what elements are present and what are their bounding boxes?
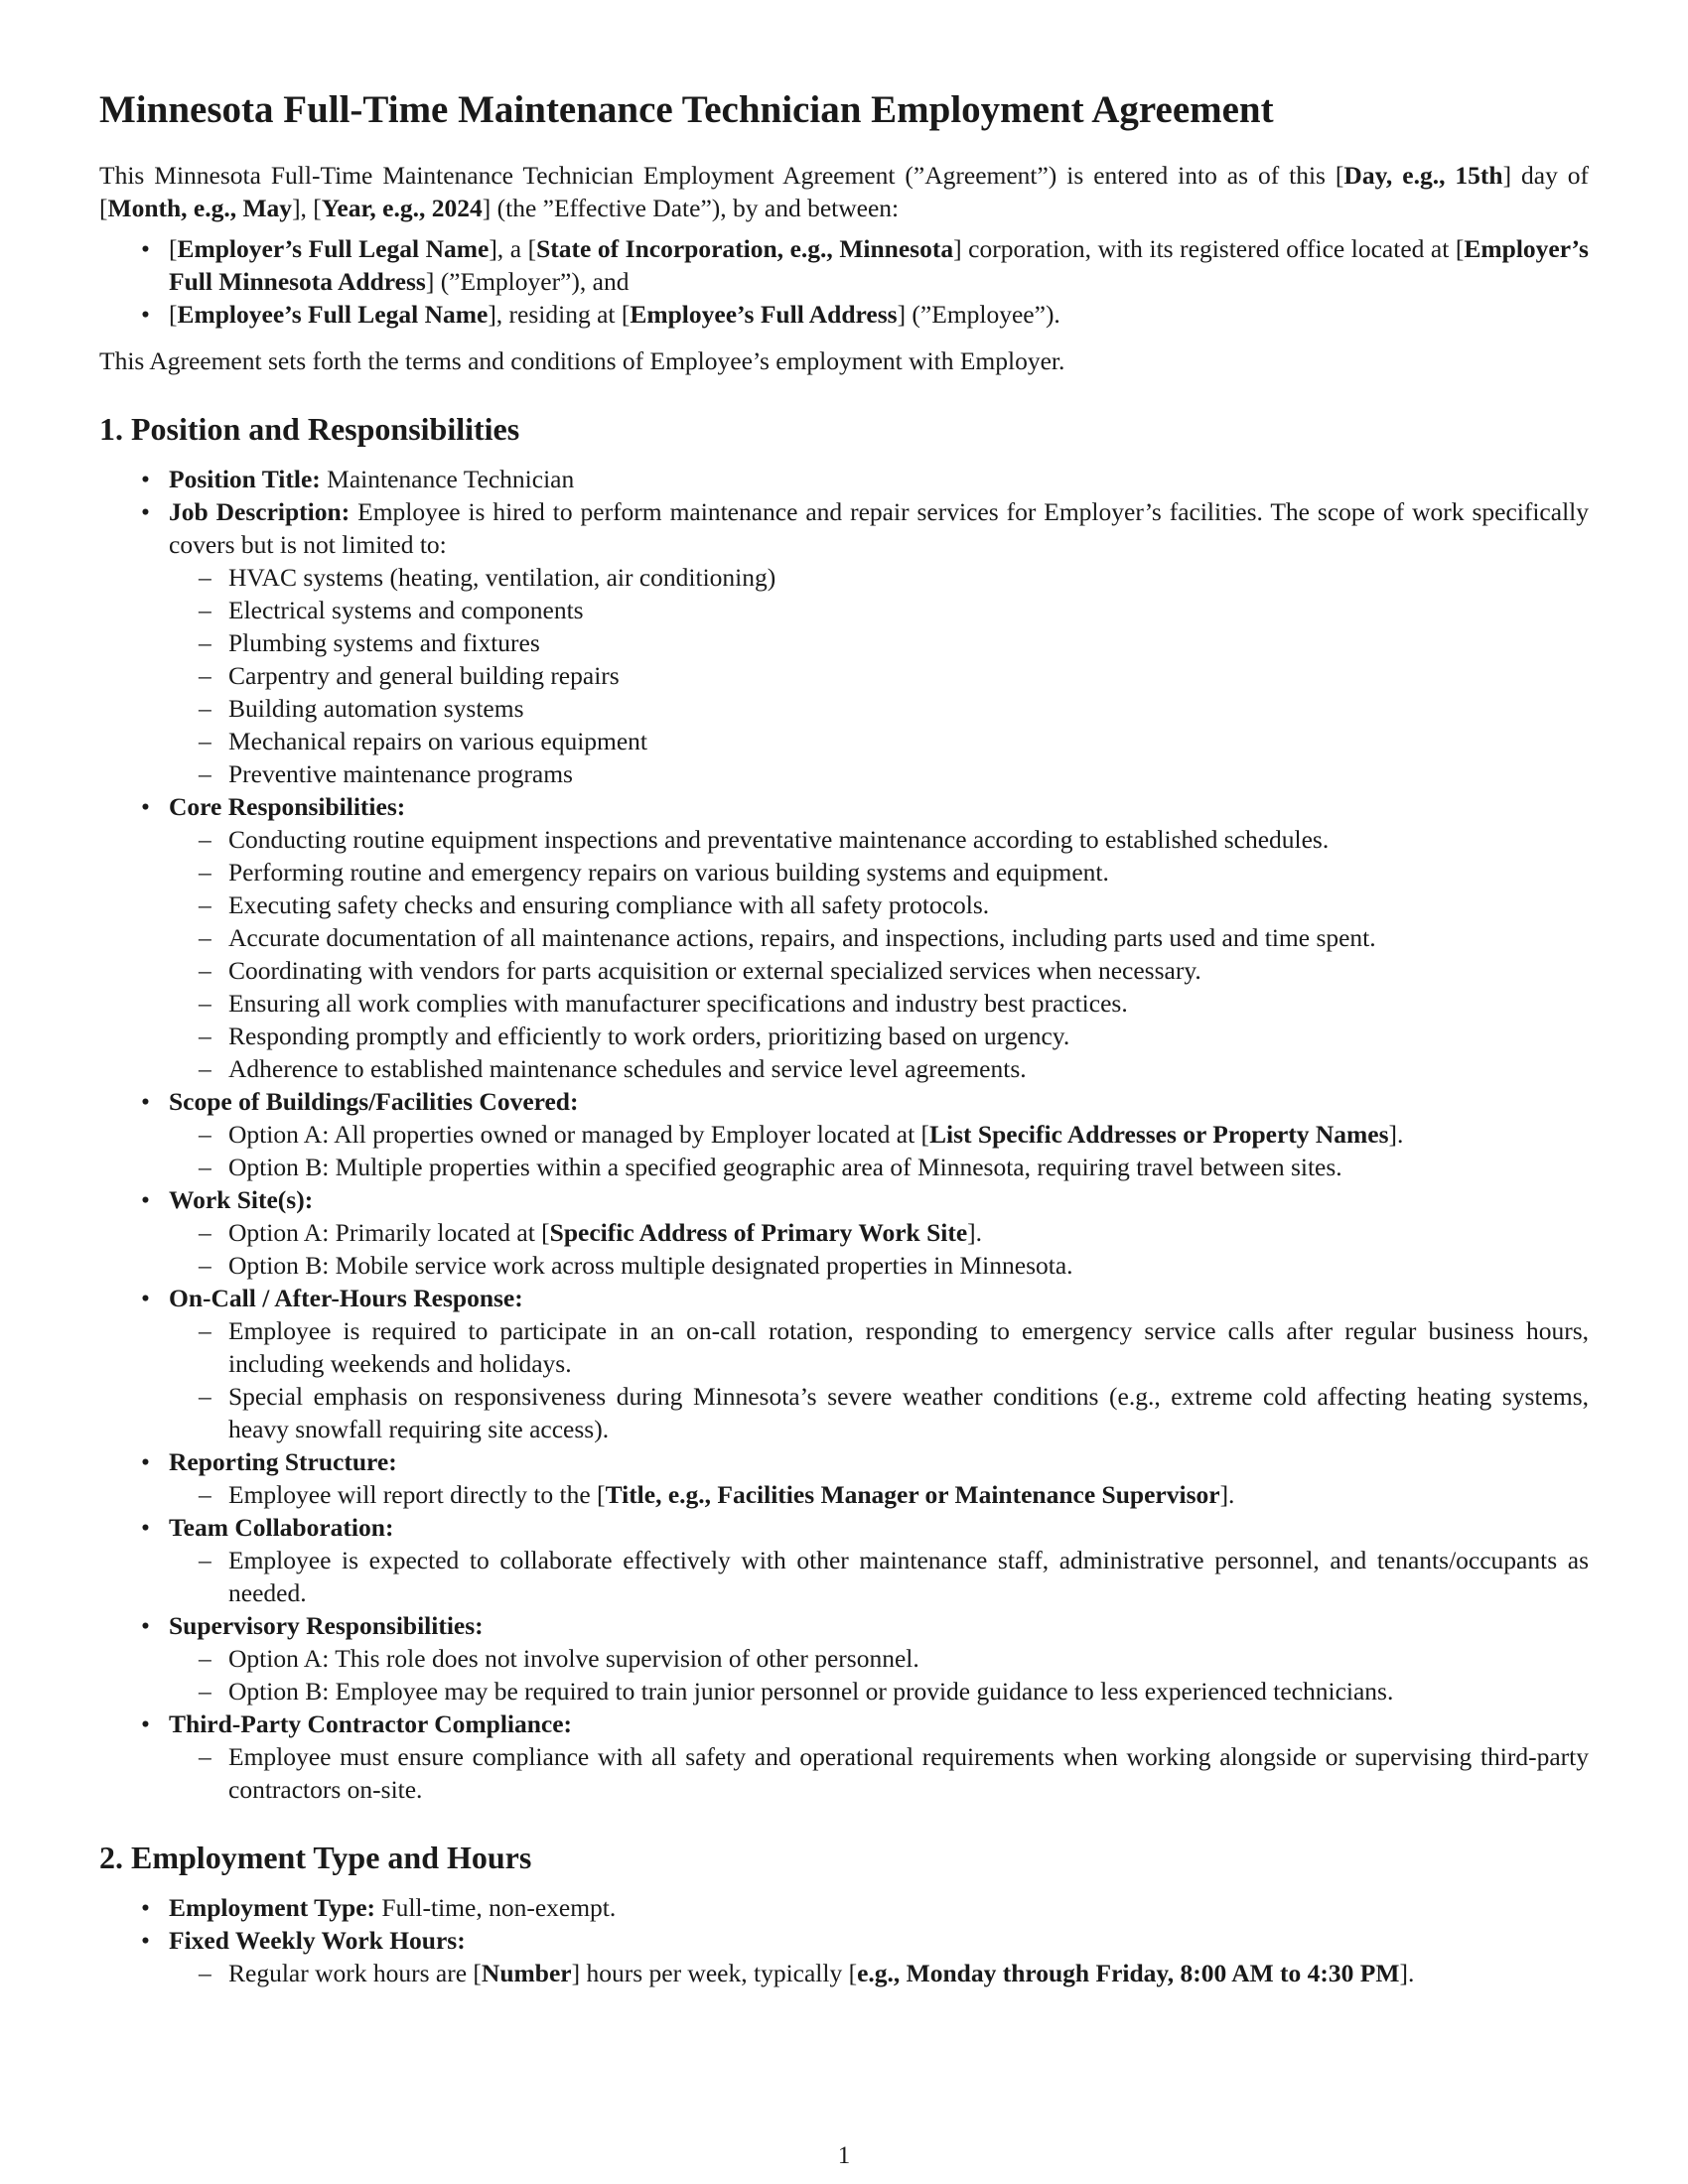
item-value: Full-time, non-exempt. [375,1893,617,1922]
option-text: ]. [967,1218,983,1247]
year-placeholder: Year, e.g., 2024 [321,194,483,222]
reporting-sublist [169,1478,1589,1511]
document-page [99,87,1589,2003]
employee-address-placeholder: Employee’s Full Address [630,300,898,329]
list-item [169,1216,1589,1249]
item-label: Employment Type: [169,1893,376,1922]
team-sublist [169,1544,1589,1609]
work-site-placeholder: Specific Address of Primary Work Site [549,1218,968,1247]
item-label: Team Collaboration: [169,1513,394,1542]
item-label: Supervisory Responsibilities: [169,1611,484,1640]
job-description-sublist [169,561,1589,790]
intro-text: This Minnesota Full-Time Maintenance Technician Employment Agreement (”Agreement”) is entered into as of this [ [99,161,1344,190]
item-label: On-Call / After-Hours Response: [169,1284,523,1312]
list-item: – Adherence to established maintenance schedules and service level agreements. [169,1052,1589,1085]
core-responsibilities-sublist [169,823,1589,1085]
list-item: – Carpentry and general building repairs [169,659,1589,692]
list-item: – Electrical systems and components [169,594,1589,626]
party-text: ], residing at [ [488,300,631,329]
scope-sublist [169,1118,1589,1183]
section-1-list [99,463,1589,1806]
list-item: – Building automation systems [169,692,1589,725]
list-item: – Employee is expected to collaborate effectively with other maintenance staff, administrative personnel, and tenants/occupants as needed. [169,1544,1589,1609]
intro-paragraph [99,159,1589,224]
list-item: – Ensuring all work complies with manufacturer specifications and industry best practices. [169,987,1589,1020]
addresses-placeholder: List Specific Addresses or Property Names [929,1120,1389,1149]
document-title: Minnesota Full-Time Maintenance Technician Employment Agreement [99,88,1274,131]
party-text: ] corporation, with its registered office located at [ [953,234,1465,263]
item-label: Work Site(s): [169,1185,314,1214]
scope-item [99,1085,1589,1183]
parties-list [99,232,1589,331]
section-1-heading: 1. Position and Responsibilities [99,411,520,447]
list-item: – Conducting routine equipment inspections and preventative maintenance according to established schedules. [169,823,1589,856]
third-party-item [99,1707,1589,1806]
team-collaboration-item [99,1511,1589,1609]
item-value: Employee is hired to perform maintenance and repair services for Employer’s facilities. The scope of work specifically covers but is not limited to: [169,497,1589,559]
item-label: Scope of Buildings/Facilities Covered: [169,1087,579,1116]
page-number: 1 [837,2142,851,2169]
terms-statement: This Agreement sets forth the terms and conditions of Employee’s employment with Employer. [99,346,1065,375]
item-label: Reporting Structure: [169,1447,397,1476]
item-label: Third-Party Contractor Compliance: [169,1709,573,1738]
weekly-hours-item [99,1924,1589,1989]
section-2-list [99,1891,1589,1989]
list-item: – Performing routine and emergency repairs on various building systems and equipment. [169,856,1589,888]
employee-name-placeholder: Employee’s Full Legal Name [177,300,489,329]
core-responsibilities-item [99,790,1589,1085]
party-employer [99,232,1589,298]
list-item: – Option B: Multiple properties within a specified geographic area of Minnesota, requiring travel between sites. [169,1151,1589,1183]
hours-number-placeholder: Number [481,1959,572,1987]
intro-text: ], [ [292,194,322,222]
position-title-item [99,463,1589,495]
item-label: Job Description: [169,497,351,526]
intro-text: ] (the ”Effective Date”), by and between: [482,194,900,222]
supervisory-sublist [169,1642,1589,1707]
party-text: ], a [ [489,234,537,263]
option-text: Option A: Primarily located at [ [228,1218,550,1247]
intro-text: ] day of [ [99,161,1589,222]
job-description-item [99,495,1589,790]
on-call-sublist [169,1314,1589,1445]
option-text: Regular work hours are [ [228,1959,482,1987]
day-placeholder: Day, e.g., 15th [1343,161,1503,190]
party-text: [ [169,234,178,263]
list-item: – Plumbing systems and fixtures [169,626,1589,659]
item-label: Fixed Weekly Work Hours: [169,1926,466,1955]
party-employee [99,298,1589,331]
option-text: Option A: All properties owned or managed by Employer located at [ [228,1120,930,1149]
option-text: ]. [1219,1480,1235,1509]
list-item: – Option A: This role does not involve supervision of other personnel. [169,1642,1589,1675]
list-item [169,1118,1589,1151]
option-text: ]. [1388,1120,1404,1149]
list-item [169,1478,1589,1511]
work-sites-sublist [169,1216,1589,1282]
option-text: ]. [1399,1959,1415,1987]
party-text: [ [169,300,178,329]
schedule-placeholder: e.g., Monday through Friday, 8:00 AM to 4:30 PM [857,1959,1400,1987]
state-placeholder: State of Incorporation, e.g., Minnesota [536,234,954,263]
month-placeholder: Month, e.g., May [107,194,293,222]
hours-sublist [169,1957,1589,1989]
item-label: Position Title: [169,465,321,493]
list-item: – Employee must ensure compliance with all safety and operational requirements when working alongside or supervising third-party contractors on-site. [169,1740,1589,1806]
list-item: – Option B: Employee may be required to train junior personnel or provide guidance to less experienced technicians. [169,1675,1589,1707]
list-item: – Executing safety checks and ensuring compliance with all safety protocols. [169,888,1589,921]
section-2-heading: 2. Employment Type and Hours [99,1840,532,1875]
list-item: – Option B: Mobile service work across multiple designated properties in Minnesota. [169,1249,1589,1282]
list-item: – Coordinating with vendors for parts acquisition or external specialized services when necessary. [169,954,1589,987]
work-sites-item [99,1183,1589,1282]
employer-name-placeholder: Employer’s Full Legal Name [177,234,490,263]
employer-address-placeholder: Employer’s Full Minnesota Address [169,234,1589,296]
employment-type-item [99,1891,1589,1924]
third-party-sublist [169,1740,1589,1806]
list-item: – Preventive maintenance programs [169,757,1589,790]
list-item: – Accurate documentation of all maintenance actions, repairs, and inspections, including parts used and time spent. [169,921,1589,954]
option-text: ] hours per week, typically [ [571,1959,858,1987]
list-item: – Responding promptly and efficiently to work orders, prioritizing based on urgency. [169,1020,1589,1052]
item-label: Core Responsibilities: [169,792,406,821]
list-item: – HVAC systems (heating, ventilation, air conditioning) [169,561,1589,594]
list-item: – Special emphasis on responsiveness during Minnesota’s severe weather conditions (e.g., extreme cold affecting heating systems, heavy snowfall requiring site access). [169,1380,1589,1445]
list-item: – Mechanical repairs on various equipment [169,725,1589,757]
party-text: ] (”Employer”), and [425,267,630,296]
supervisor-title-placeholder: Title, e.g., Facilities Manager or Maintenance Supervisor [605,1480,1220,1509]
option-text: Employee will report directly to the [ [228,1480,606,1509]
list-item [169,1957,1589,1989]
item-value: Maintenance Technician [320,465,575,493]
on-call-item [99,1282,1589,1445]
list-item: – Employee is required to participate in an on-call rotation, responding to emergency service calls after regular business hours, including weekends and holidays. [169,1314,1589,1380]
party-text: ] (”Employee”). [897,300,1060,329]
supervisory-item [99,1609,1589,1707]
reporting-structure-item [99,1445,1589,1511]
